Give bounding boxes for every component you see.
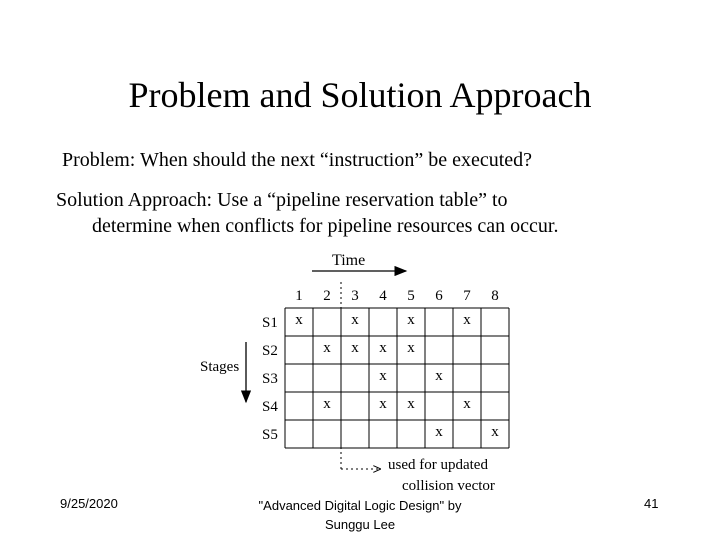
reservation-mark-s4-t7: x	[463, 396, 471, 412]
reservation-mark-s1-t3: x	[351, 312, 359, 328]
column-number-3: 3	[351, 288, 359, 304]
stages-label: Stages	[200, 359, 240, 375]
column-labels	[295, 288, 499, 304]
collision-note-line-2: collision vector	[402, 478, 495, 494]
page-number: 41	[644, 496, 659, 511]
column-number-8: 8	[491, 288, 499, 304]
column-number-6: 6	[435, 288, 443, 304]
reservation-mark-s1-t7: x	[463, 312, 471, 328]
reservation-mark-s2-t4: x	[379, 340, 387, 356]
reservation-mark-s1-t5: x	[407, 312, 415, 328]
footer-credit	[232, 496, 488, 534]
reservation-grid	[285, 308, 509, 448]
reservation-mark-s4-t4: x	[379, 396, 387, 412]
slide-title: Problem and Solution Approach	[128, 75, 592, 115]
reservation-mark-s4-t5: x	[407, 396, 415, 412]
row-label-s4: S4	[262, 399, 278, 415]
row-label-s1: S1	[262, 315, 278, 331]
reservation-mark-s5-t6: x	[435, 424, 443, 440]
row-label-s3: S3	[262, 371, 278, 387]
footer-credit-line-2: Sunggu Lee	[324, 517, 396, 532]
row-label-s2: S2	[262, 343, 278, 359]
reservation-mark-s3-t4: x	[379, 368, 387, 384]
problem-statement: Problem: When should the next “instruction” be executed?	[62, 149, 533, 171]
collision-note-line-1: used for updated	[388, 457, 488, 473]
solution-approach-line-1: Solution Approach: Use a “pipeline reservation table” to	[56, 189, 508, 211]
row-labels	[262, 315, 278, 443]
column-number-5: 5	[407, 288, 415, 304]
reservation-mark-s2-t5: x	[407, 340, 415, 356]
row-label-s5: S5	[262, 427, 278, 443]
column-number-1: 1	[295, 288, 303, 304]
column-number-4: 4	[379, 288, 387, 304]
reservation-mark-s4-t2: x	[323, 396, 331, 412]
reservation-mark-s5-t8: x	[491, 424, 499, 440]
reservation-mark-s2-t3: x	[351, 340, 359, 356]
reservation-mark-s3-t6: x	[435, 368, 443, 384]
footer-credit-line-1: "Advanced Digital Logic Design" by	[258, 498, 462, 513]
column-number-7: 7	[463, 288, 471, 304]
time-label: Time	[332, 252, 366, 269]
column-number-2: 2	[323, 288, 331, 304]
reservation-mark-s1-t1: x	[295, 312, 303, 328]
reservation-mark-s2-t2: x	[323, 340, 331, 356]
solution-approach-line-2: determine when conflicts for pipeline resources can occur.	[92, 215, 559, 237]
footer-date: 9/25/2020	[60, 496, 118, 511]
